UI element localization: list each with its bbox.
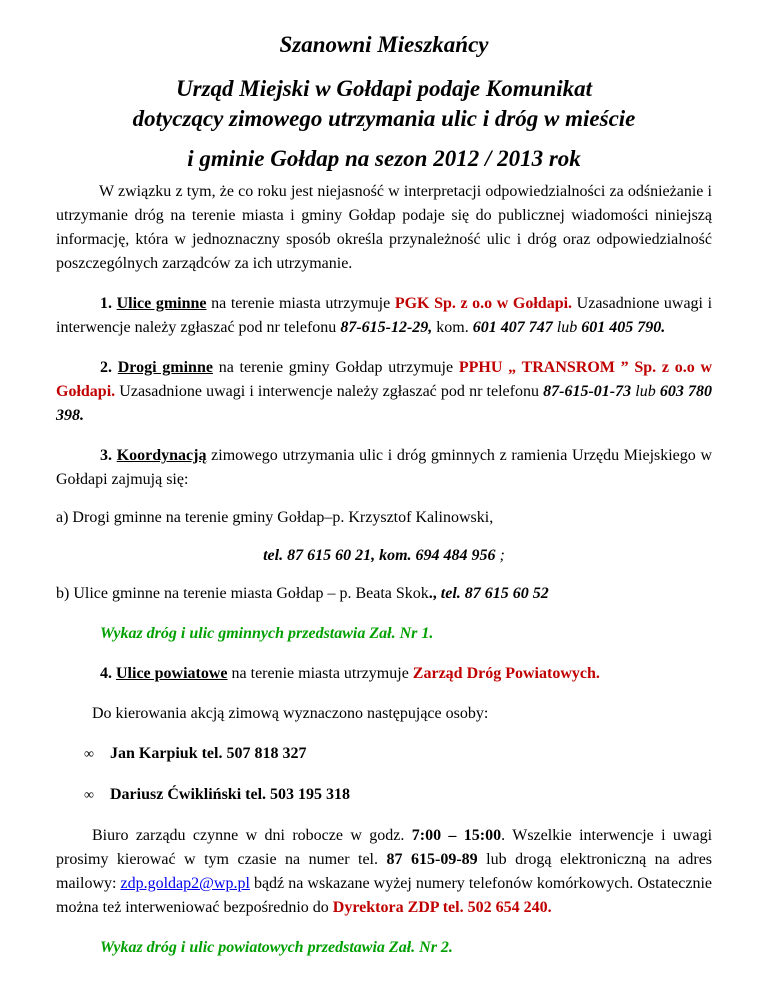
section-2-contact-text: Uzasadnione uwagi i interwencje należy zgłaszać pod nr telefonu [119,383,539,400]
section-1-phone: 87-615-12-29, [340,319,433,336]
section-1-text: na terenie miasta utrzymuje [211,295,391,312]
section-3 [56,444,712,492]
section-2-or: lub [635,383,656,400]
coordinator-a-contact: tel. 87 615 60 21, kom. 694 484 956 [263,547,496,564]
section-1-contact-text: Uzasadnione uwagi i interwencje należy zgłaszać pod nr telefonu [56,295,713,336]
office-hours: 7:00 – 15:00 [411,827,502,844]
greeting-title: Szanowni Mieszkańcy [279,32,489,57]
person-2: Dariusz Ćwikliński tel. 503 195 318 [110,786,351,803]
coordinator-b-line [56,582,712,606]
person-item-1 [56,742,712,767]
coordinator-a: a) Drogi gminne na terenie gminy Gołdap–p. Krzysztof Kalinowski, [56,509,494,526]
director-contact: Dyrektora ZDP tel. 502 654 240. [332,899,552,916]
section-2-phone: 87-615-01-73 [543,383,632,400]
document-page [56,30,712,960]
section-4-lead: Do kierowania akcją zimową wyznaczono następujące osoby: [92,705,489,722]
office-text-1: Biuro zarządu czynne w dni robocze w godz. [92,827,405,844]
section-3-subject: Koordynacją [116,447,207,464]
section-2-number: 2. [100,359,112,376]
email-link[interactable]: zdp.goldap2@wp.pl [120,875,250,892]
office-paragraph [56,824,712,920]
coordinator-b-contact: tel. 87 615 60 52 [440,585,549,602]
coordinator-a-contact-line [56,544,712,568]
section-4-number: 4. [100,665,112,682]
section-1-mobile-1: 601 407 747 [472,319,553,336]
coordinator-b: b) Ulice gminne na terenie miasta Gołdap – p. Beata Skok [56,585,429,602]
coordinator-a-end: ; [495,547,505,564]
announcement-title-line-2: dotyczący zimowego utrzymania ulic i dróg w mieście [132,106,636,131]
section-1 [56,292,712,340]
coordinator-b-separator: ., [428,585,441,602]
section-1-mobile-2: 601 405 790. [581,319,666,336]
section-3-text: zimowego utrzymania ulic i dróg gminnych z ramienia Urzędu Miejskiego w Gołdapi zajmują się: [56,447,713,488]
office-phone: 87 615-09-89 [386,851,478,868]
section-4 [56,662,712,686]
office-text-2: . Wszelkie interwencje i uwagi prosimy kierować w tym czasie na numer tel. [56,827,713,868]
section-2-subject: Drogi gminne [117,359,213,376]
announcement-title-line-1: Urząd Miejski w Gołdapi podaje Komunikat [176,76,592,101]
announcement-title-line-3: i gminie Gołdap na sezon 2012 / 2013 rok [187,146,581,171]
person-item-2 [56,783,712,808]
section-1-organization: PGK Sp. z o.o w Gołdapi. [394,295,573,312]
section-4-subject: Ulice powiatowe [116,665,228,682]
section-1-or: lub [556,319,578,336]
bullet-icon: ∞ [84,747,94,762]
section-2 [56,356,712,428]
section-2-organization: PPHU „ TRANSROM ” Sp. z o.o w Gołdapi. [56,359,713,400]
section-1-number: 1. [100,295,112,312]
bullet-icon: ∞ [84,788,94,803]
office-text-3: lub drogą elektroniczną na adres mailowy: [56,851,713,892]
person-1: Jan Karpiuk tel. 507 818 327 [110,745,307,762]
section-1-mobile-label: kom. [436,319,469,336]
section-3-number: 3. [100,447,112,464]
section-4-organization: Zarząd Dróg Powiatowych. [412,665,600,682]
section-2-mobile: 603 780 398. [56,383,713,424]
section-2-text: na terenie gminy Gołdap utrzymuje [218,359,454,376]
intro-paragraph: W związku z tym, że co roku jest niejasność w interpretacji odpowiedzialności za odśnieżanie i utrzymanie dróg na terenie miasta i gminy Gołdap podaje się do publicznej wiadomości niniejszą informację, która w jednoznaczny sposób określa przynależność ulic i dróg oraz odpowiedzialność poszczególnych zarządców za ich utrzymanie. [56,183,712,272]
annex-2-note: Wykaz dróg i ulic powiatowych przedstawia Zał. Nr 2. [100,939,453,956]
section-1-subject: Ulice gminne [116,295,207,312]
annex-1-note: Wykaz dróg i ulic gminnych przedstawia Zał. Nr 1. [100,625,434,642]
section-4-text: na terenie miasta utrzymuje [231,665,409,682]
office-text-4: bądź na wskazane wyżej numery telefonów komórkowych. Ostatecznie można też interweniować bezpośrednio do [56,875,712,916]
